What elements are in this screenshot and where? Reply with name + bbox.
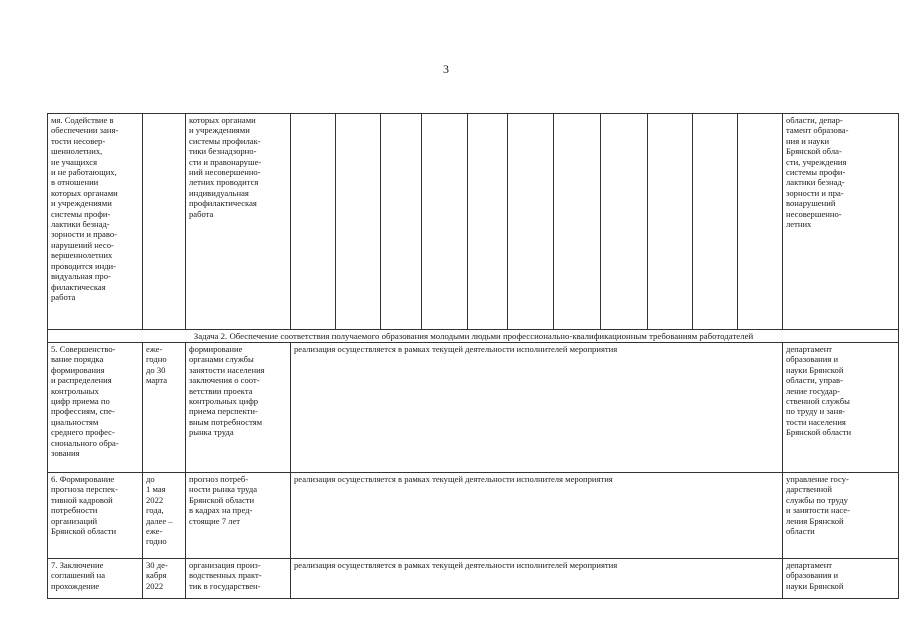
- funding-cell: [381, 114, 422, 330]
- deadline-cell: еже- годно до 30 марта: [143, 343, 186, 473]
- table-row: [48, 114, 899, 330]
- deadline-cell: до 1 мая 2022 года, далее – еже- годно: [143, 473, 186, 559]
- expected-result-cell: формирование органами службы занятости населения заключения о соот- ветствии проекта контрольных цифр приема перспекти- вным потребностям рынка труда: [186, 343, 291, 473]
- task-heading-row: [48, 330, 899, 343]
- expected-result-cell: организация произ- водственных практ- тик в государствен-: [186, 559, 291, 599]
- table-row: [48, 343, 899, 473]
- measure-name-cell: 5. Совершенство- вание порядка формирования и распределения контрольных цифр приема по профессиям, спе- циальностям среднего профес- сионального обра- зования: [48, 343, 143, 473]
- executor-cell: департамент образования и науки Брянской области, управ- ление государ- ственной службы по труду и заня- тости населения Брянской области: [783, 343, 899, 473]
- funding-cell: [648, 114, 693, 330]
- implementation-note: реализация осуществляется в рамках текущей деятельности исполнителей мероприятия: [291, 343, 783, 473]
- measures-table: [47, 113, 899, 599]
- task-heading: Задача 2. Обеспечение соответствия получаемого образования молодыми людьми профессионально-квалификационным требованиям работодателей: [48, 330, 899, 343]
- implementation-note: реализация осуществляется в рамках текущей деятельности исполнителя мероприятия: [291, 473, 783, 559]
- funding-cell: [422, 114, 468, 330]
- funding-cell: [468, 114, 508, 330]
- funding-cell: [693, 114, 738, 330]
- executor-cell: управление госу- дарственной службы по труду и занятости насе- ления Брянской области: [783, 473, 899, 559]
- expected-result-cell: прогноз потреб- ности рынка труда Брянской области в кадрах на пред- стоящие 7 лет: [186, 473, 291, 559]
- funding-cell: [601, 114, 648, 330]
- measure-name-cell: 6. Формирование прогноза перспек- тивной кадровой потребности организаций Брянской области: [48, 473, 143, 559]
- deadline-cell: 30 де- кабря 2022: [143, 559, 186, 599]
- funding-cell: [508, 114, 554, 330]
- implementation-note: реализация осуществляется в рамках текущей деятельности исполнителей мероприятия: [291, 559, 783, 599]
- funding-cell: [336, 114, 381, 330]
- table-row: [48, 473, 899, 559]
- funding-cell: [554, 114, 601, 330]
- executor-cell: департамент образования и науки Брянской: [783, 559, 899, 599]
- funding-cell: [738, 114, 783, 330]
- measure-name-cell: 7. Заключение соглашений на прохождение: [48, 559, 143, 599]
- table-row: [48, 559, 899, 599]
- deadline-cell: [143, 114, 186, 330]
- page-number: 3: [443, 62, 449, 76]
- funding-cell: [291, 114, 336, 330]
- expected-result-cell: которых органами и учреждениями системы профилак- тики безнадзорно- сти и правонаруше- ний несовершенно- летних проводится индивидуальная профилактическая работа: [186, 114, 291, 330]
- measure-name-cell: мя. Содействие в обеспечении заня- тости несовер- шеннолетних, не учащихся и не работающих, в отношении которых органами и учреждениями системы профи- лактики безнад- зорности и право- нарушений несо- вершеннолетних проводится инди- видуальная про- филактическая работа: [48, 114, 143, 330]
- executor-cell: области, депар- тамент образова- ния и науки Брянской обла- сти, учреждения системы профи- лактики безнад- зорности и пра- вонарушений несовершенно- летних: [783, 114, 899, 330]
